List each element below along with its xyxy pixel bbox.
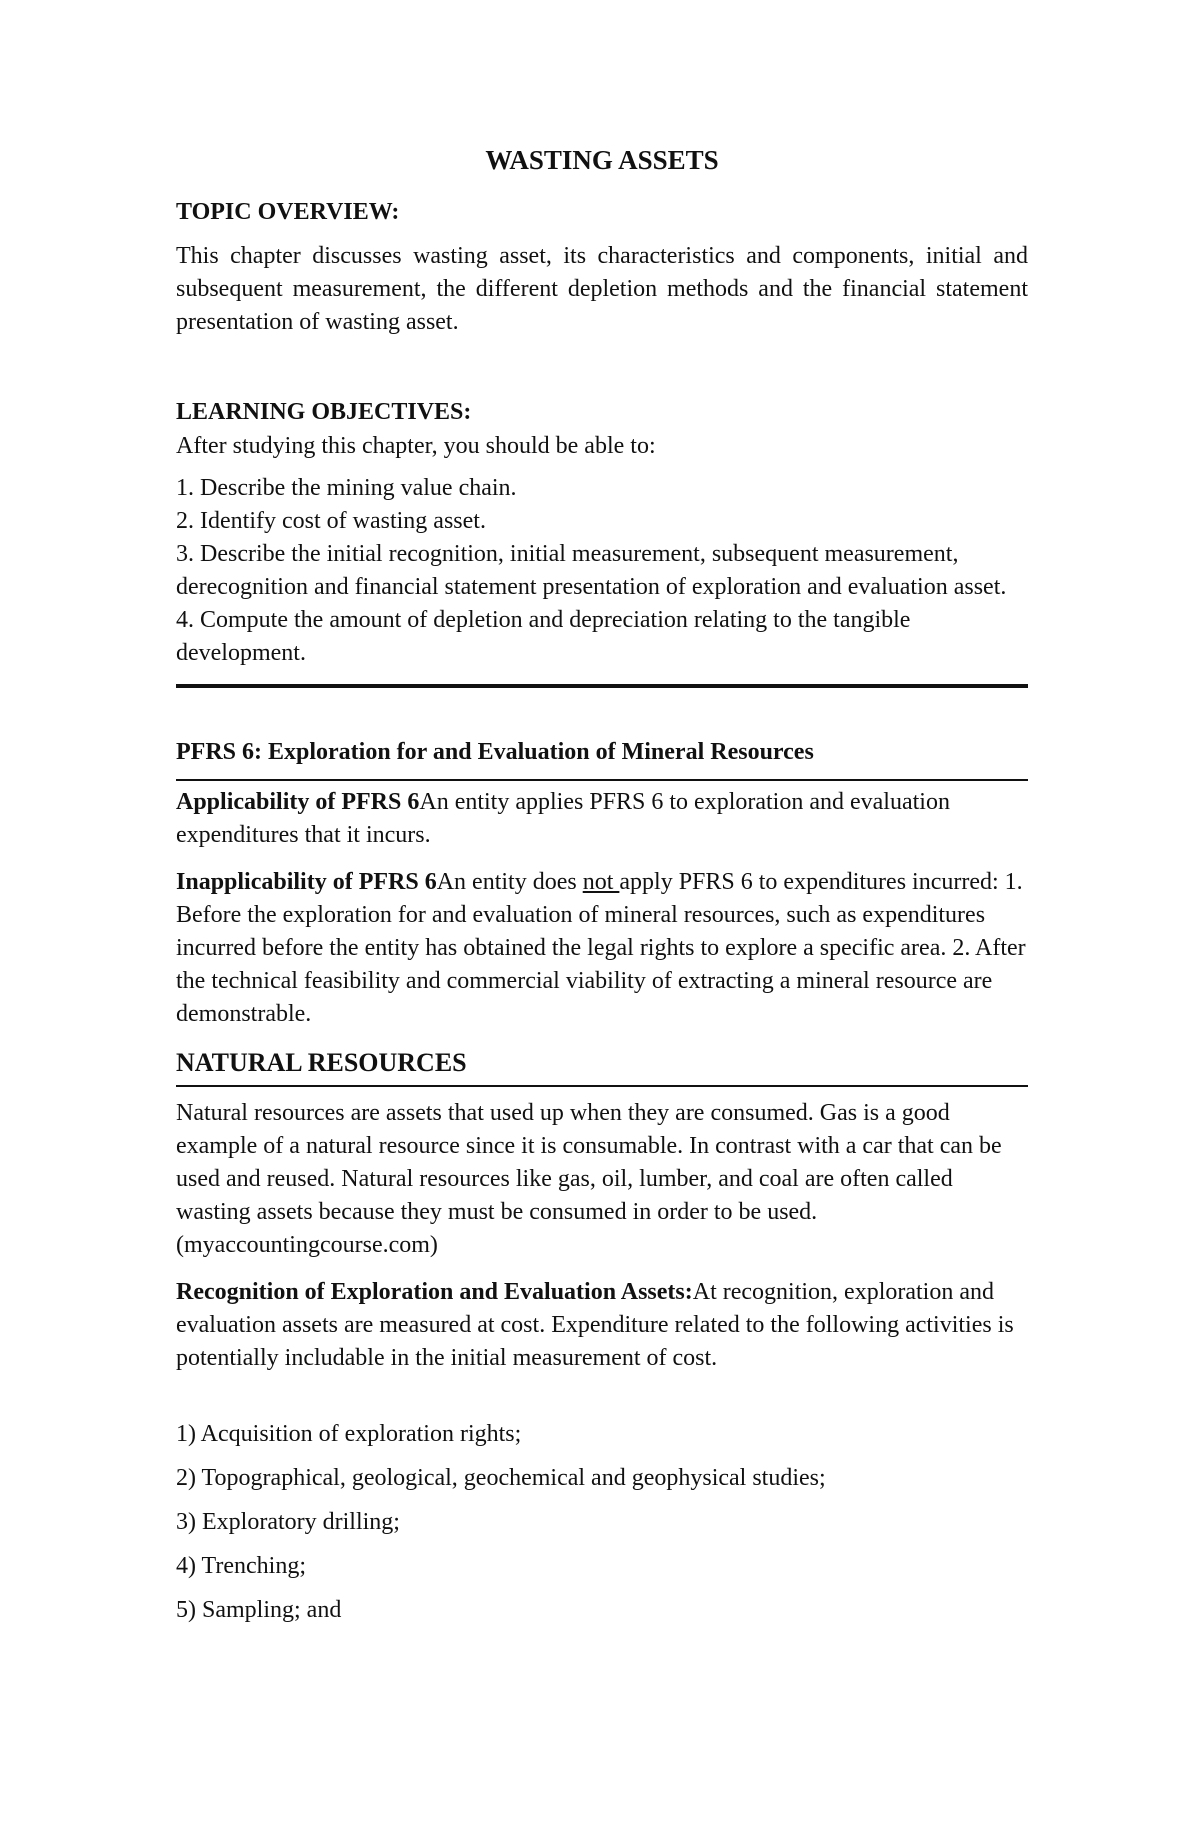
- heading-underline: [176, 1085, 1028, 1087]
- applicability-label: Applicability of PFRS 6: [176, 789, 420, 815]
- document-title: WASTING ASSETS: [485, 145, 719, 175]
- heading-underline: [176, 779, 1028, 781]
- learning-objectives-intro: After studying this chapter, you should be able to:: [176, 433, 656, 459]
- inapplicability-text-post: apply PFRS 6 to expenditures incurred: 1. Before the exploration for and evaluation of mineral resources, such as expenditures incurred before the entity has obtained the legal rights to explore a specific area. 2. After the technical feasibility and commercial viability of extracting a mineral resource are demonstrable.: [176, 869, 1026, 1027]
- list-item: 3. Describe the initial recognition, initial measurement, subsequent measurement, derecognition and financial statement presentation of exploration and evaluation asset. 4. Compute the amount of depletion and depreciation relating to the tangible development.: [176, 541, 1007, 666]
- list-item: 2) Topographical, geological, geochemical and geophysical studies;: [176, 1465, 826, 1491]
- topic-overview-body: This chapter discusses wasting asset, its characteristics and components, initial and subsequent measurement, the different depletion methods and the financial statement presentation of wasting asset.: [176, 243, 1028, 335]
- list-item: 3) Exploratory drilling;: [176, 1509, 400, 1535]
- topic-overview-heading: TOPIC OVERVIEW:: [176, 199, 400, 225]
- recognition-label: Recognition of Exploration and Evaluation Assets:: [176, 1279, 693, 1305]
- recognition-paragraph: [176, 1276, 1028, 1375]
- learning-objectives-list: [176, 472, 1028, 670]
- recognition-text: At recognition, exploration and evaluation assets are measured at cost. Expenditure related to the following activities is potentially includable in the initial measurement of cost.: [176, 1279, 1014, 1371]
- recognition-list: [176, 1418, 1028, 1638]
- list-item: 2. Identify cost of wasting asset.: [176, 508, 486, 534]
- inapplicability-text-pre: An entity does: [436, 869, 583, 895]
- natural-resources-body: Natural resources are assets that used up when they are consumed. Gas is a good example of a natural resource since it is consumable. In contrast with a car that can be used and reused. Natural resources like gas, oil, lumber, and coal are often called wasting assets because they must be consumed in order to be used. (myaccountingcourse.com): [176, 1100, 1002, 1258]
- natural-resources-heading: NATURAL RESOURCES: [176, 1048, 467, 1077]
- pfrs6-inapplicability: [176, 866, 1028, 1031]
- list-item: 1) Acquisition of exploration rights;: [176, 1421, 522, 1447]
- pfrs6-heading: PFRS 6: Exploration for and Evaluation of Mineral Resources: [176, 739, 814, 765]
- inapplicability-label: Inapplicability of PFRS 6: [176, 869, 437, 895]
- inapplicability-underlined-not: not: [582, 869, 620, 895]
- learning-objectives-heading: LEARNING OBJECTIVES:: [176, 399, 472, 425]
- section-divider: [176, 684, 1028, 688]
- list-item: 5) Sampling; and: [176, 1597, 342, 1623]
- applicability-text: An entity applies PFRS 6 to exploration and evaluation expenditures that it incurs.: [176, 789, 950, 848]
- pfrs6-applicability: [176, 786, 1028, 852]
- list-item: 1. Describe the mining value chain.: [176, 475, 517, 501]
- list-item: 4) Trenching;: [176, 1553, 307, 1579]
